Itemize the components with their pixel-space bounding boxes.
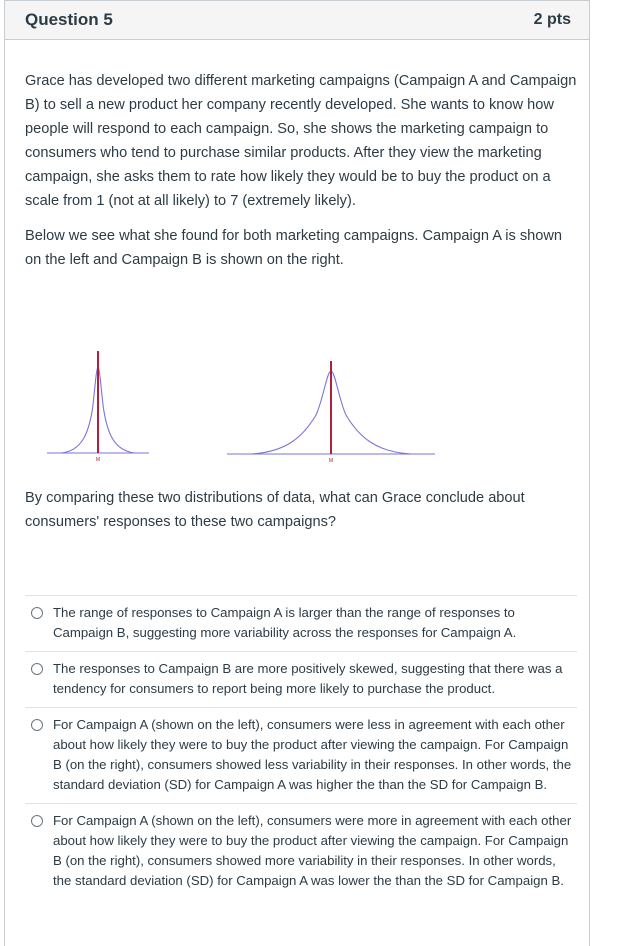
radio-button[interactable] <box>31 719 43 731</box>
question-header <box>5 1 589 40</box>
campaign-a-mean-label: M <box>95 457 101 463</box>
answer-option-3[interactable] <box>25 707 577 803</box>
campaign-b-mean-label: M <box>328 458 334 464</box>
question-body <box>25 69 577 272</box>
answer-option-1[interactable] <box>25 595 577 651</box>
answer-text: For Campaign A (shown on the left), consumers were less in agreement with each other about how likely they were to buy the product after viewing the campaign. For Campaign B (on the right), consumers showed less variability in their responses. In other words, the standard deviation (SD) for Campaign A was higher the than the SD for Campaign B. <box>53 717 572 792</box>
question-card <box>4 0 590 946</box>
answer-option-2[interactable] <box>25 651 577 707</box>
radio-button[interactable] <box>31 663 43 675</box>
answer-text: The responses to Campaign B are more positively skewed, suggesting that there was a tendency for consumers to report being more likely to purchase the product. <box>53 661 563 696</box>
question-paragraph-2: Below we see what she found for both marketing campaigns. Campaign A is shown on the left and Campaign B is shown on the right. <box>25 228 563 268</box>
question-prompt: By comparing these two distributions of data, what can Grace conclude about consumers' responses to these two campaigns? <box>25 490 525 530</box>
distributions-figure <box>41 345 441 465</box>
answer-option-4[interactable] <box>25 803 577 899</box>
radio-button[interactable] <box>31 607 43 619</box>
answer-text: For Campaign A (shown on the left), consumers were more in agreement with each other about how likely they were to buy the product after viewing the campaign. For Campaign B (on the right), consumers showed more variability in their responses. In other words, the standard deviation (SD) for Campaign A was lower the than the SD for Campaign B. <box>53 813 572 888</box>
question-points: 2 pts <box>533 11 571 28</box>
radio-button[interactable] <box>31 815 43 827</box>
answer-text: The range of responses to Campaign A is larger than the range of responses to Campaign B, suggesting more variability across the responses for Campaign A. <box>53 605 517 640</box>
question-title: Question 5 <box>25 10 113 29</box>
answer-list <box>25 595 577 899</box>
question-paragraph-1: Grace has developed two different marketing campaigns (Campaign A and Campaign B) to sell a new product her company recently developed. She wants to know how people will respond to each campaign. So, she shows the marketing campaign to consumers who tend to purchase similar products. After they view the marketing campaign, she asks them to rate how likely they would be to buy the product on a scale from 1 (not at all likely) to 7 (extremely likely). <box>25 73 577 209</box>
